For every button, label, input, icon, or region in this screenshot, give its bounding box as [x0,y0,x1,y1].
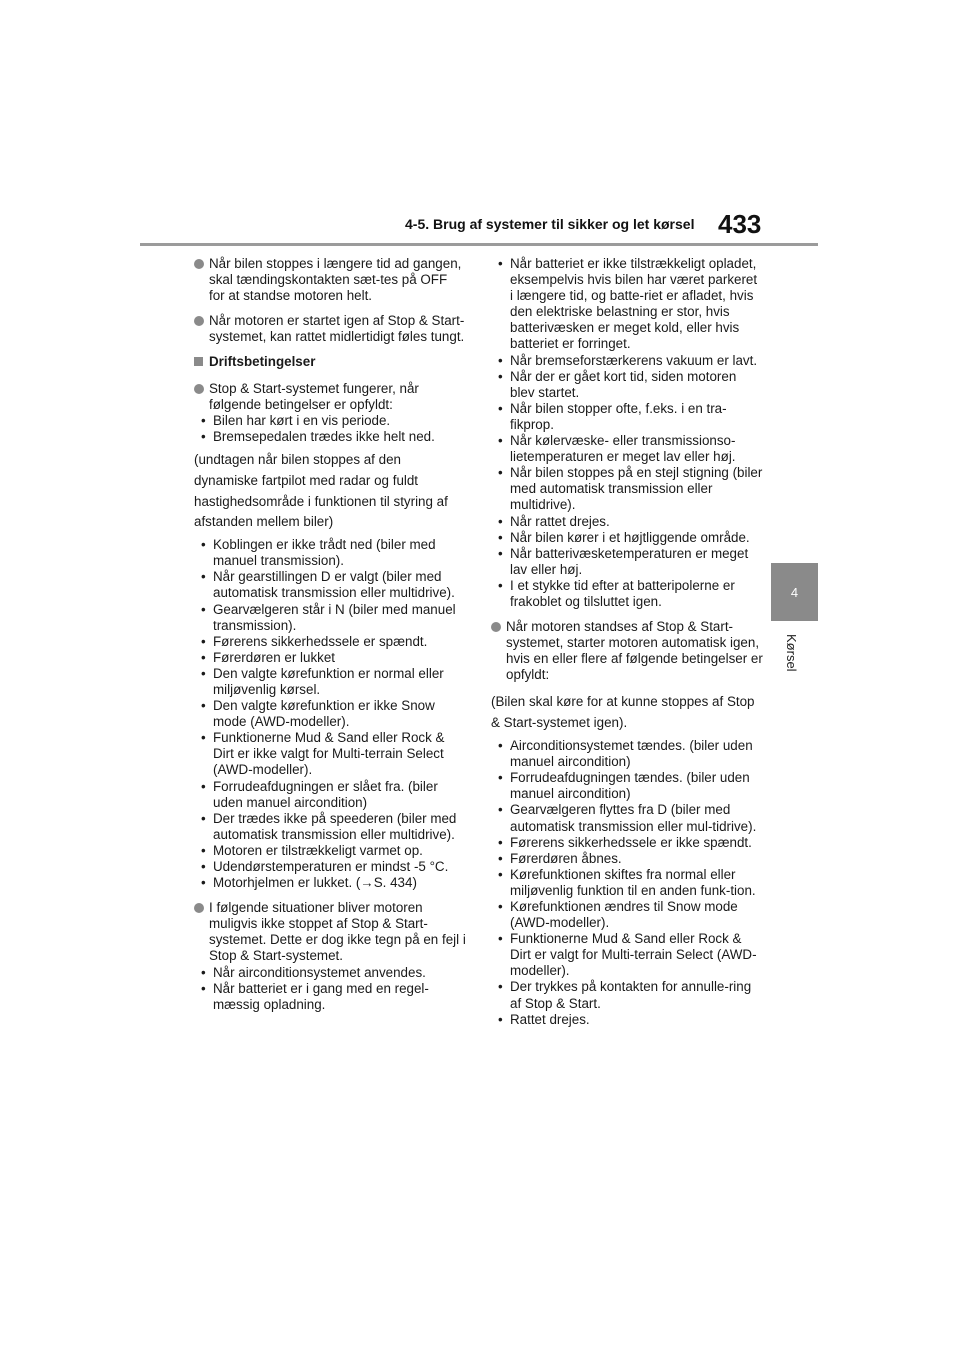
list-item: • Funktionerne Mud & Sand eller Rock & Dirt er valgt for Multi-terrain Select (AWD-modeller). [491,931,763,979]
page-number: 433 [718,209,762,239]
list-item: • Førerdøren er lukket [194,650,466,666]
circle-bullet-icon [194,316,204,326]
circle-bullet-icon [194,384,204,394]
list-item: • Førerdøren åbnes. [491,851,763,867]
square-bullet-icon [194,357,203,366]
paragraph-text: Stop & Start-systemet fungerer, når følgende betingelser er opfyldt: [209,380,419,412]
list-item: • Når bremseforstærkerens vakuum er lavt. [491,353,763,369]
page-reference-link[interactable]: • Motorhjelmen er lukket. (→S. 434) [194,875,466,891]
list-item: • Der trykkes på kontakten for annulle-ring af Stop & Start. [491,979,763,1011]
condition-list [194,537,466,891]
list-item: • Når airconditionsystemet anvendes. [194,965,466,981]
paragraph-text: Når motoren standses af Stop & Start-systemet, starter motoren automatisk igen, hvis en eller flere af følgende betingelser er opfyldt: [506,619,763,683]
list-item: • Når rattet drejes. [491,514,763,530]
condition-list [194,413,466,445]
bullet-paragraph [194,900,466,964]
list-item: • Forrudeafdugningen tændes. (biler uden manuel aircondition) [491,770,763,802]
left-column [194,256,466,1022]
list-item: • Der trædes ikke på speederen (biler med automatisk transmission eller multidrive). [194,811,466,843]
list-item: • Bilen har kørt i en vis periode. [194,413,466,429]
chapter-label: Kørsel [784,634,799,672]
list-item: • Airconditionsystemet tændes. (biler uden manuel aircondition) [491,738,763,770]
list-item: • Når batteriet er ikke tilstrækkeligt opladet, eksempelvis hvis bilen har været parkeret i længere tid, og batte-riet er afladet, hvis den elektriske belastning er stor, hvis batterivæsken er meget kold, eller hvis batteriet er forringet. [491,256,763,353]
list-item: • I et stykke tid efter at batteripolerne er frakoblet og tilsluttet igen. [491,578,763,610]
circle-bullet-icon [491,622,501,632]
paragraph-text: Når motoren er startet igen af Stop & Start-systemet, kan rattet midlertidigt føles tungt. [209,313,465,345]
note-text: (undtagen når bilen stoppes af den dynamiske fartpilot med radar og fuldt hastighedsområde i funktionen til styring af afstanden mellem biler) [194,451,448,530]
chapter-number: 4 [790,584,799,600]
list-item: • Forrudeafdugningen er slået fra. (biler uden manuel aircondition) [194,779,466,811]
bullet-paragraph [194,256,466,304]
section-title: 4-5. Brug af systemer til sikker og let kørsel [405,216,695,232]
list-item: • Når bilen stopper ofte, f.eks. i en tra-fikprop. [491,401,763,433]
list-item: • Når batterivæsketemperaturen er meget lav eller høj. [491,546,763,578]
list-item: • Motoren er tilstrækkeligt varmet op. [194,843,466,859]
list-item: • Rattet drejes. [491,1012,763,1028]
paragraph-text: Når bilen stoppes i længere tid ad gangen, skal tændingskontakten sæt-tes på OFF for at standse motoren helt. [209,256,462,304]
list-item: • Den valgte kørefunktion er normal eller miljøvenlig kørsel. [194,666,466,698]
chapter-tab [771,563,818,621]
list-item: • Når der er gået kort tid, siden motoren blev startet. [491,369,763,401]
list-item: • Når bilen stoppes på en stejl stigning (biler med automatisk transmission eller multidrive). [491,465,763,513]
right-column [491,256,763,1037]
list-item: • Koblingen er ikke trådt ned (biler med manuel transmission). [194,537,466,569]
bullet-paragraph [491,619,763,683]
note-text: (Bilen skal køre for at kunne stoppes af Stop & Start-systemet igen). [491,694,755,731]
bullet-paragraph [194,313,466,345]
list-item: • Udendørstemperaturen er mindst -5 °C. [194,859,466,875]
list-item: • Når bilen kører i et højtliggende område. [491,530,763,546]
list-item: • Gearvælgeren flyttes fra D (biler med automatisk transmission eller mul-tidrive). [491,802,763,834]
list-item: • Førerens sikkerhedssele er spændt. [194,634,466,650]
heading-text: Driftsbetingelser [209,354,316,370]
list-item: • Kørefunktionen skiftes fra normal eller miljøvenlig funktion til en anden funk-tion. [491,867,763,899]
list-item: • Funktionerne Mud & Sand eller Rock & Dirt er ikke valgt for Multi-terrain Select (AWD-modeller). [194,730,466,778]
circle-bullet-icon [194,259,204,269]
list-item: • Den valgte kørefunktion er ikke Snow mode (AWD-modeller). [194,698,466,730]
list-item: • Når kølervæske- eller transmissionso-lietemperaturen er meget lav eller høj. [491,433,763,465]
condition-list [491,256,763,610]
list-item: • Bremsepedalen trædes ikke helt ned. [194,429,466,445]
list-item: • Når gearstillingen D er valgt (biler med automatisk transmission eller multidrive). [194,569,466,601]
list-item: • Kørefunktionen ændres til Snow mode (AWD-modeller). [491,899,763,931]
list-item: • Når batteriet er i gang med en regel-mæssig opladning. [194,981,466,1013]
condition-list [491,738,763,1028]
list-item: • Førerens sikkerhedssele er ikke spændt. [491,835,763,851]
circle-bullet-icon [194,903,204,913]
list-item: • Gearvælgeren står i N (biler med manuel transmission). [194,602,466,634]
condition-list [194,965,466,1013]
paragraph-text: I følgende situationer bliver motoren muligvis ikke stoppet af Stop & Start-systemet. Dette er dog ikke tegn på en fejl i Stop & Start-systemet. [209,900,466,964]
header-divider [140,243,818,246]
subsection-heading [194,354,466,370]
bullet-paragraph [194,381,466,413]
